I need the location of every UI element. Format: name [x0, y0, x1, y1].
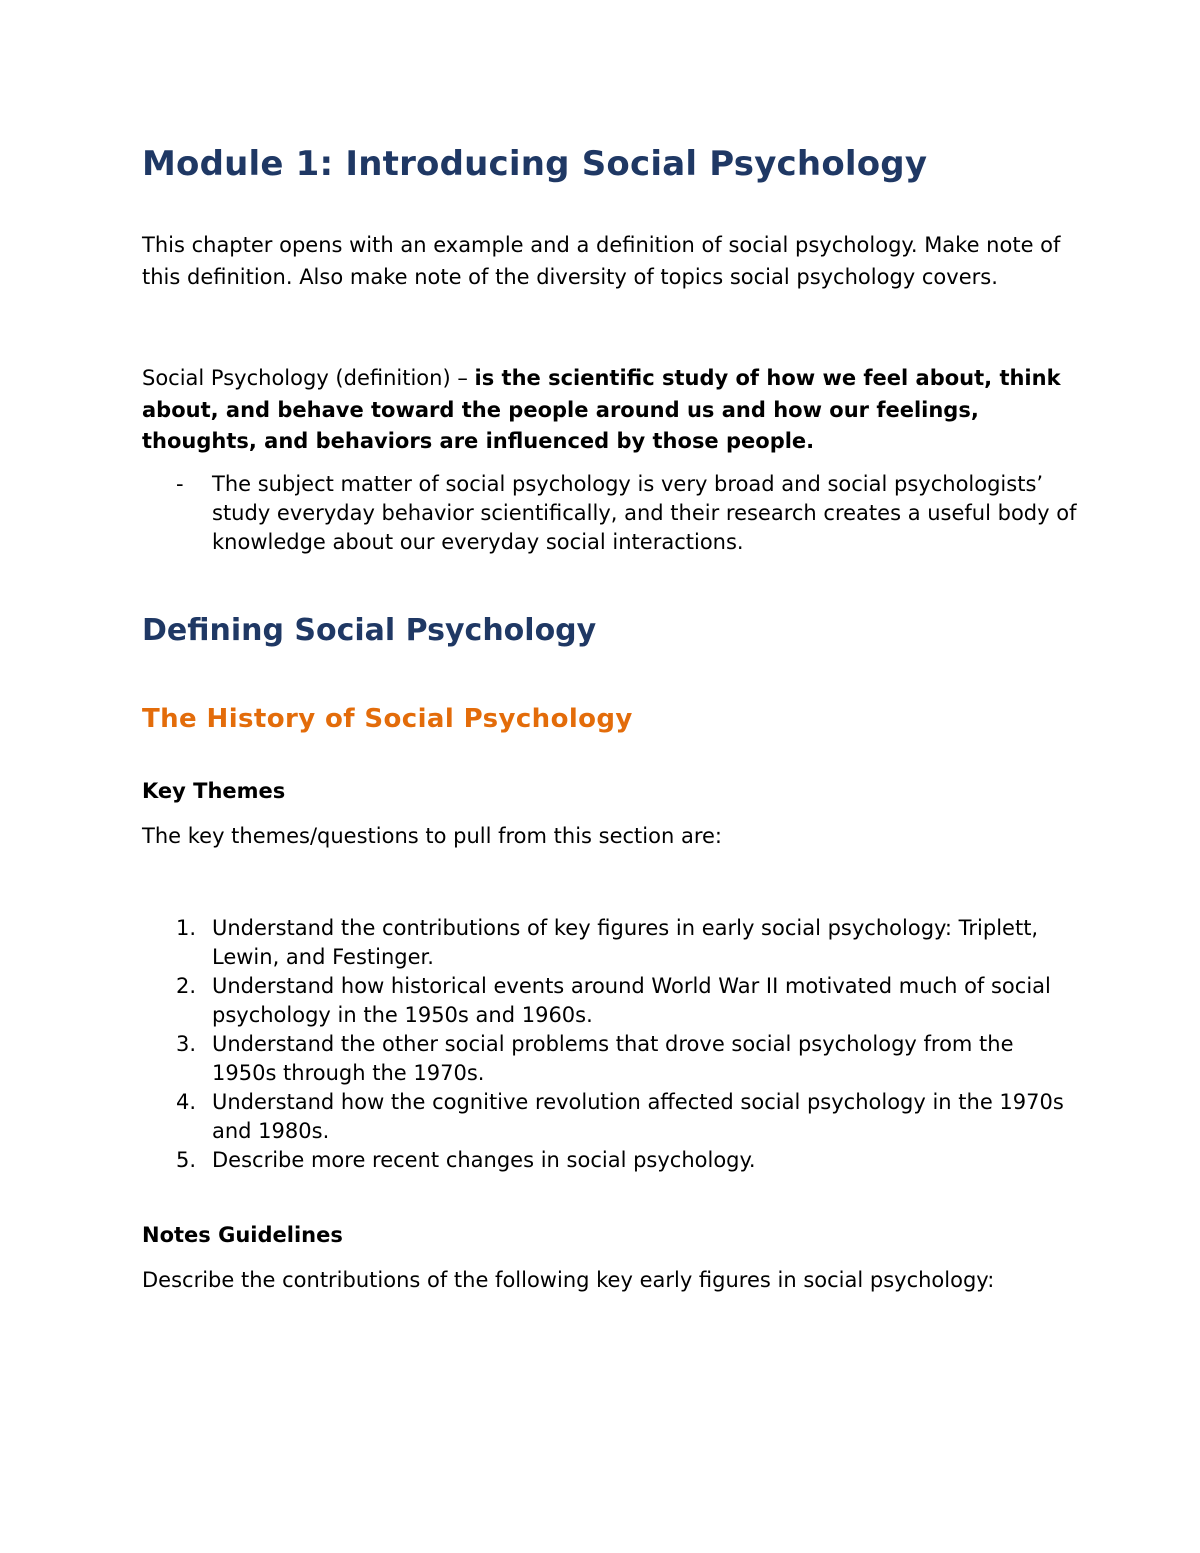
list-item — [142, 1146, 1082, 1175]
list-item-text: Understand how historical events around World War II motivated much of social psychology in the 1950s and 1960s. — [212, 974, 1051, 1027]
document-page — [142, 140, 1082, 1297]
subsection-heading: The History of Social Psychology — [142, 703, 633, 734]
list-item-text: Understand the contributions of key figures in early social psychology: Triplett, Lewin, and Festinger. — [212, 916, 1039, 969]
notes-guidelines-heading: Notes Guidelines — [142, 1223, 343, 1247]
key-themes-heading: Key Themes — [142, 778, 286, 803]
list-item — [142, 972, 1082, 1030]
key-themes-intro: The key themes/questions to pull from this section are: — [142, 823, 722, 848]
definition-text: is the scientific study of how we feel about, think about, and behave toward the people around us and how our feelings, thoughts, and behaviors are influenced by those people. — [142, 366, 1061, 453]
list-item — [142, 470, 1082, 557]
notes-guidelines-paragraph: Describe the contributions of the following key early figures in social psychology: — [142, 1268, 995, 1292]
list-item-text: The subject matter of social psychology is very broad and social psychologists’ study everyday behavior scientifically, and their research creates a useful body of knowledge about our everyday social interactions. — [212, 471, 1077, 554]
intro-paragraph: This chapter opens with an example and a definition of social psychology. Make note of this definition. Also make note of the diversity of topics social psychology covers. — [142, 233, 1061, 289]
definition-term: Social Psychology (definition) – — [142, 366, 475, 390]
definition-paragraph — [142, 363, 1082, 458]
page-title: Module 1: Introducing Social Psychology — [142, 144, 928, 184]
section-heading: Defining Social Psychology — [142, 612, 597, 648]
dash-marker: - — [176, 471, 184, 496]
list-item — [142, 1088, 1082, 1146]
number-marker: 4. — [176, 1090, 197, 1114]
list-item-text: Understand the other social problems that drove social psychology from the 1950s through the 1970s. — [212, 1032, 1014, 1085]
number-marker: 3. — [176, 1032, 197, 1056]
list-item-text: Describe more recent changes in social psychology. — [212, 1148, 756, 1172]
key-themes-list — [142, 914, 1082, 1175]
list-item — [142, 1030, 1082, 1088]
number-marker: 2. — [176, 974, 197, 998]
definition-bullet-list — [142, 470, 1082, 557]
number-marker: 5. — [176, 1148, 197, 1172]
list-item-text: Understand how the cognitive revolution affected social psychology in the 1970s and 1980s. — [212, 1090, 1064, 1143]
number-marker: 1. — [176, 916, 197, 940]
list-item — [142, 914, 1082, 972]
